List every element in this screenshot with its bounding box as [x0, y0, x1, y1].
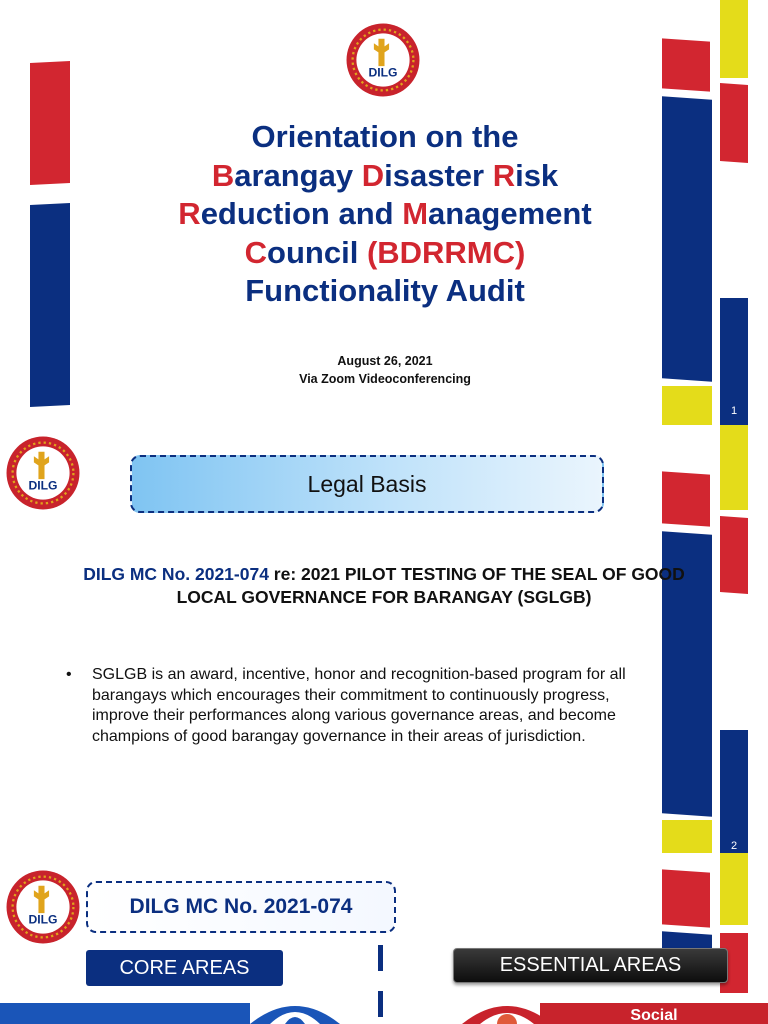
- dilg-seal: [5, 435, 81, 511]
- essential-area-icon: [462, 998, 552, 1024]
- title-line: [100, 118, 670, 157]
- slide-1-title: [0, 0, 768, 425]
- decor-bar-red: [30, 61, 70, 185]
- dilg-seal: [345, 22, 421, 98]
- event-venue: Via Zoom Videoconferencing: [299, 372, 471, 386]
- page-number: 2: [731, 840, 738, 852]
- legal-basis-heading: [130, 455, 604, 513]
- title-highlight: (BDRRMC): [366, 234, 526, 270]
- social-area-label: Social: [540, 1003, 768, 1024]
- decor-bar-red: [662, 471, 710, 526]
- slide-title: [100, 118, 670, 311]
- mc-number-label: DILG MC No. 2021-074: [129, 895, 353, 918]
- seal-text: DILG: [28, 478, 58, 493]
- seal-text: DILG: [368, 65, 398, 80]
- seal-text: DILG: [28, 912, 58, 927]
- slide-3-core-essential-areas: [0, 853, 768, 1024]
- mc-subject: re: 2021 PILOT TESTING OF THE SEAL OF GOOD LOCAL GOVERNANCE FOR BARANGAY (SGLGB): [176, 564, 685, 607]
- slide-2-legal-basis: [0, 425, 768, 853]
- event-date: August 26, 2021: [337, 354, 433, 368]
- title-line: [100, 157, 670, 196]
- title-segment: ouncil: [267, 234, 367, 270]
- connector-dash: [378, 991, 383, 1017]
- title-segment: anagement: [428, 196, 592, 231]
- decor-bar-yellow: [662, 820, 712, 853]
- title-line: [100, 234, 670, 273]
- title-highlight: R: [492, 157, 516, 193]
- title-highlight: M: [402, 196, 429, 231]
- title-highlight: B: [211, 157, 235, 193]
- title-segment: Functionality Audit: [245, 273, 525, 308]
- list-item: [66, 665, 626, 747]
- title-line: [100, 195, 670, 234]
- decor-bar-red: [720, 83, 748, 163]
- decor-bar-yellow: [720, 853, 748, 925]
- decor-bar-navy: [30, 203, 70, 407]
- memorandum-circular-title: [78, 563, 690, 609]
- title-highlight: D: [361, 157, 385, 193]
- bullet-icon: •: [66, 666, 72, 683]
- title-segment: eduction and: [200, 196, 403, 231]
- core-area-strip: [0, 1003, 250, 1024]
- title-segment: Orientation on the: [251, 119, 519, 154]
- title-highlight: C: [244, 234, 268, 270]
- legal-basis-label: Legal Basis: [307, 470, 427, 497]
- title-segment: arangay: [234, 157, 362, 193]
- title-highlight: R: [178, 196, 201, 231]
- decor-bar-red: [720, 516, 748, 594]
- mc-reference: DILG MC No. 2021-074: [83, 564, 269, 584]
- decor-bar-yellow: [720, 425, 748, 510]
- decor-bar-navy: [720, 730, 748, 853]
- dilg-seal: [5, 869, 81, 945]
- decor-bar-yellow: [662, 386, 712, 425]
- essential-areas-label: ESSENTIAL AREAS: [453, 948, 728, 983]
- page-number: 1: [731, 405, 738, 417]
- decor-bar-red: [662, 38, 710, 91]
- bullet-text: SGLGB is an award, incentive, honor and recognition-based program for all barangays which encourages their commitment to continuously progress, improve their performances along various governance areas, and become champions of good barangay governance in their areas of jurisdiction.: [92, 666, 626, 745]
- core-areas-label: CORE AREAS: [86, 950, 283, 986]
- decor-bar-yellow: [720, 0, 748, 78]
- title-segment: isaster: [384, 157, 493, 193]
- decor-bar-red: [662, 869, 710, 927]
- title-segment: isk: [515, 157, 559, 193]
- core-area-icon: [250, 998, 340, 1024]
- connector-dash: [378, 945, 383, 971]
- title-line: [100, 272, 670, 311]
- mc-number-heading: [86, 881, 396, 933]
